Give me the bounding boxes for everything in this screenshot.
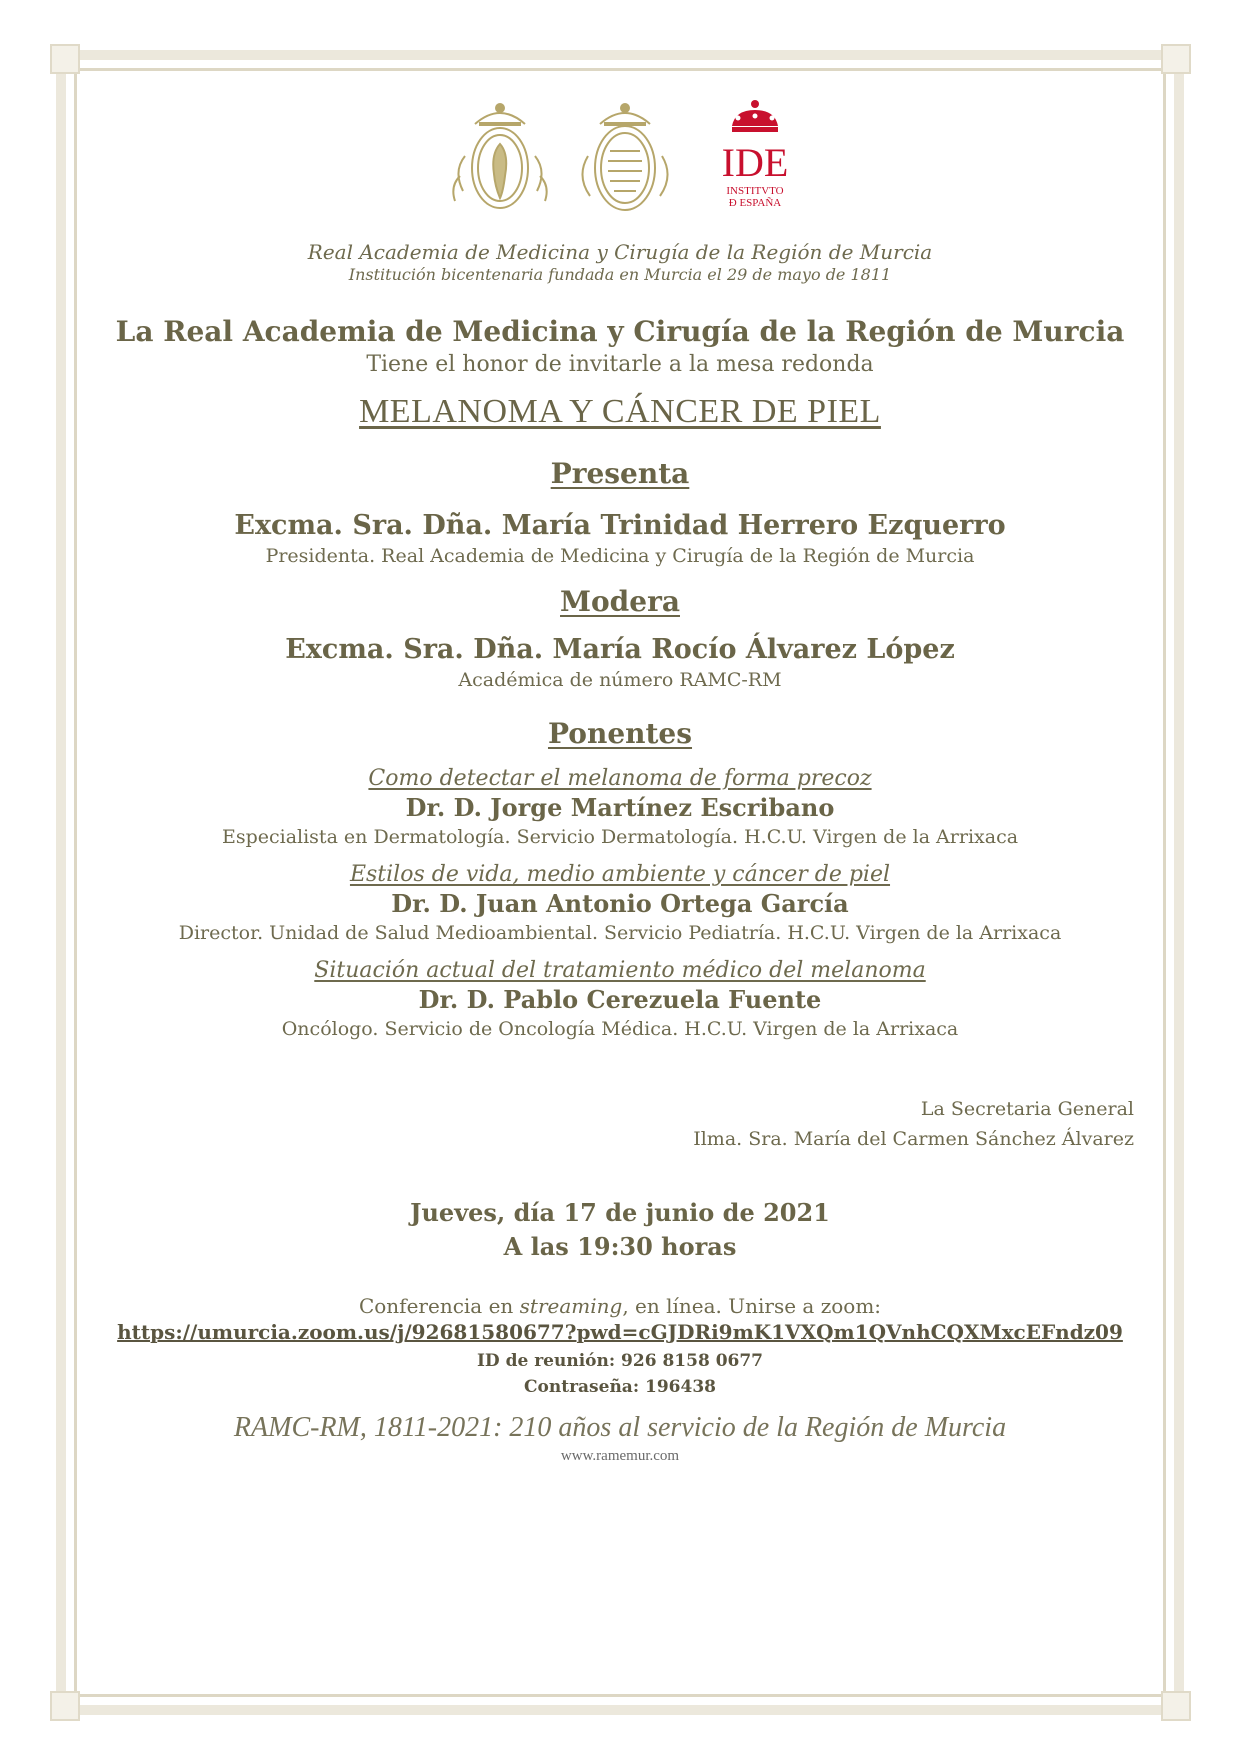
speaker-block — [100, 766, 1140, 848]
modera-role: Académica de número RAMC-RM — [458, 669, 782, 691]
academy-medal-icon — [570, 96, 680, 221]
speaker-block — [100, 958, 1140, 1040]
conference-intro-after: , en línea. Unirse a zoom: — [622, 1294, 882, 1318]
instituto-de-espana-logo — [700, 96, 810, 221]
conference-intro-before: Conferencia en — [358, 1294, 520, 1318]
corner-ornament — [50, 1691, 80, 1721]
corner-ornament — [50, 44, 80, 74]
event-time: A las 19:30 horas — [503, 1232, 737, 1261]
ide-line1: INSTITVTO — [726, 185, 784, 197]
speaker-name: Dr. D. Jorge Martínez Escribano — [405, 793, 835, 822]
invite-line: Tiene el honor de invitarle a la mesa redonda — [366, 352, 874, 377]
modera-name: Excma. Sra. Dña. María Rocío Álvarez López — [285, 634, 955, 665]
secretaria-block — [100, 1094, 1140, 1154]
academy-italic-title: Real Academia de Medicina y Cirugía de la Región de Murcia — [307, 240, 933, 264]
speaker-name: Dr. D. Juan Antonio Ortega García — [391, 889, 849, 918]
corner-ornament — [1161, 44, 1191, 74]
presenta-heading: Presenta — [550, 457, 690, 490]
ide-line2: Ð ESPAÑA — [728, 197, 782, 209]
conference-intro — [100, 1294, 1140, 1318]
logo-row — [100, 96, 1140, 221]
speaker-topic: Como detectar el melanoma de forma precoz — [368, 766, 872, 791]
speaker-topic: Situación actual del tratamiento médico del melanoma — [314, 958, 926, 983]
speaker-name: Dr. D. Pablo Cerezuela Fuente — [418, 985, 822, 1014]
speaker-role: Especialista en Dermatología. Servicio Dermatología. H.C.U. Virgen de la Arrixaca — [221, 826, 1019, 848]
secretaria-name: Ilma. Sra. María del Carmen Sánchez Álvarez — [693, 1128, 1134, 1150]
conference-intro-streaming: streaming — [519, 1294, 623, 1318]
presenta-role: Presidenta. Real Academia de Medicina y Cirugía de la Región de Murcia — [265, 545, 975, 567]
footer-motto: RAMC-RM, 1811-2021: 210 años al servicio de la Región de Murcia — [233, 1412, 1007, 1443]
speaker-topic: Estilos de vida, medio ambiente y cáncer de piel — [349, 862, 891, 887]
meeting-password: Contraseña: 196438 — [524, 1377, 716, 1397]
speaker-block — [100, 862, 1140, 944]
zoom-link[interactable]: https://umurcia.zoom.us/j/92681580677?pwd=cGJDRi9mK1VXQm1QVnhCQXMxcEFndz09 — [117, 1320, 1123, 1344]
ide-letters: IDE — [721, 140, 789, 185]
academy-seal-icon — [445, 96, 555, 221]
speaker-role: Director. Unidad de Salud Medioambiental. Servicio Pediatría. H.C.U. Virgen de la Arrixaca — [178, 922, 1062, 944]
secretaria-title: La Secretaria General — [920, 1098, 1134, 1120]
speaker-role: Oncólogo. Servicio de Oncología Médica. H.C.U. Virgen de la Arrixaca — [281, 1018, 959, 1040]
ponentes-heading: Ponentes — [547, 717, 693, 750]
website-link[interactable]: www.ramemur.com — [560, 1448, 680, 1464]
presenta-name: Excma. Sra. Dña. María Trinidad Herrero Ezquerro — [234, 510, 1006, 541]
invitation-content — [100, 90, 1140, 1465]
corner-ornament — [1161, 1691, 1191, 1721]
online-block — [100, 1294, 1140, 1400]
modera-heading: Modera — [560, 585, 680, 618]
founded-line: Institución bicentenaria fundada en Murcia el 29 de mayo de 1811 — [348, 265, 892, 284]
meeting-id: ID de reunión: 926 8158 0677 — [476, 1351, 764, 1371]
date-block — [100, 1196, 1140, 1264]
org-title: La Real Academia de Medicina y Cirugía de la Región de Murcia — [115, 315, 1125, 348]
event-title: MELANOMA Y CÁNCER DE PIEL — [359, 393, 881, 430]
event-date: Jueves, día 17 de junio de 2021 — [410, 1198, 830, 1227]
